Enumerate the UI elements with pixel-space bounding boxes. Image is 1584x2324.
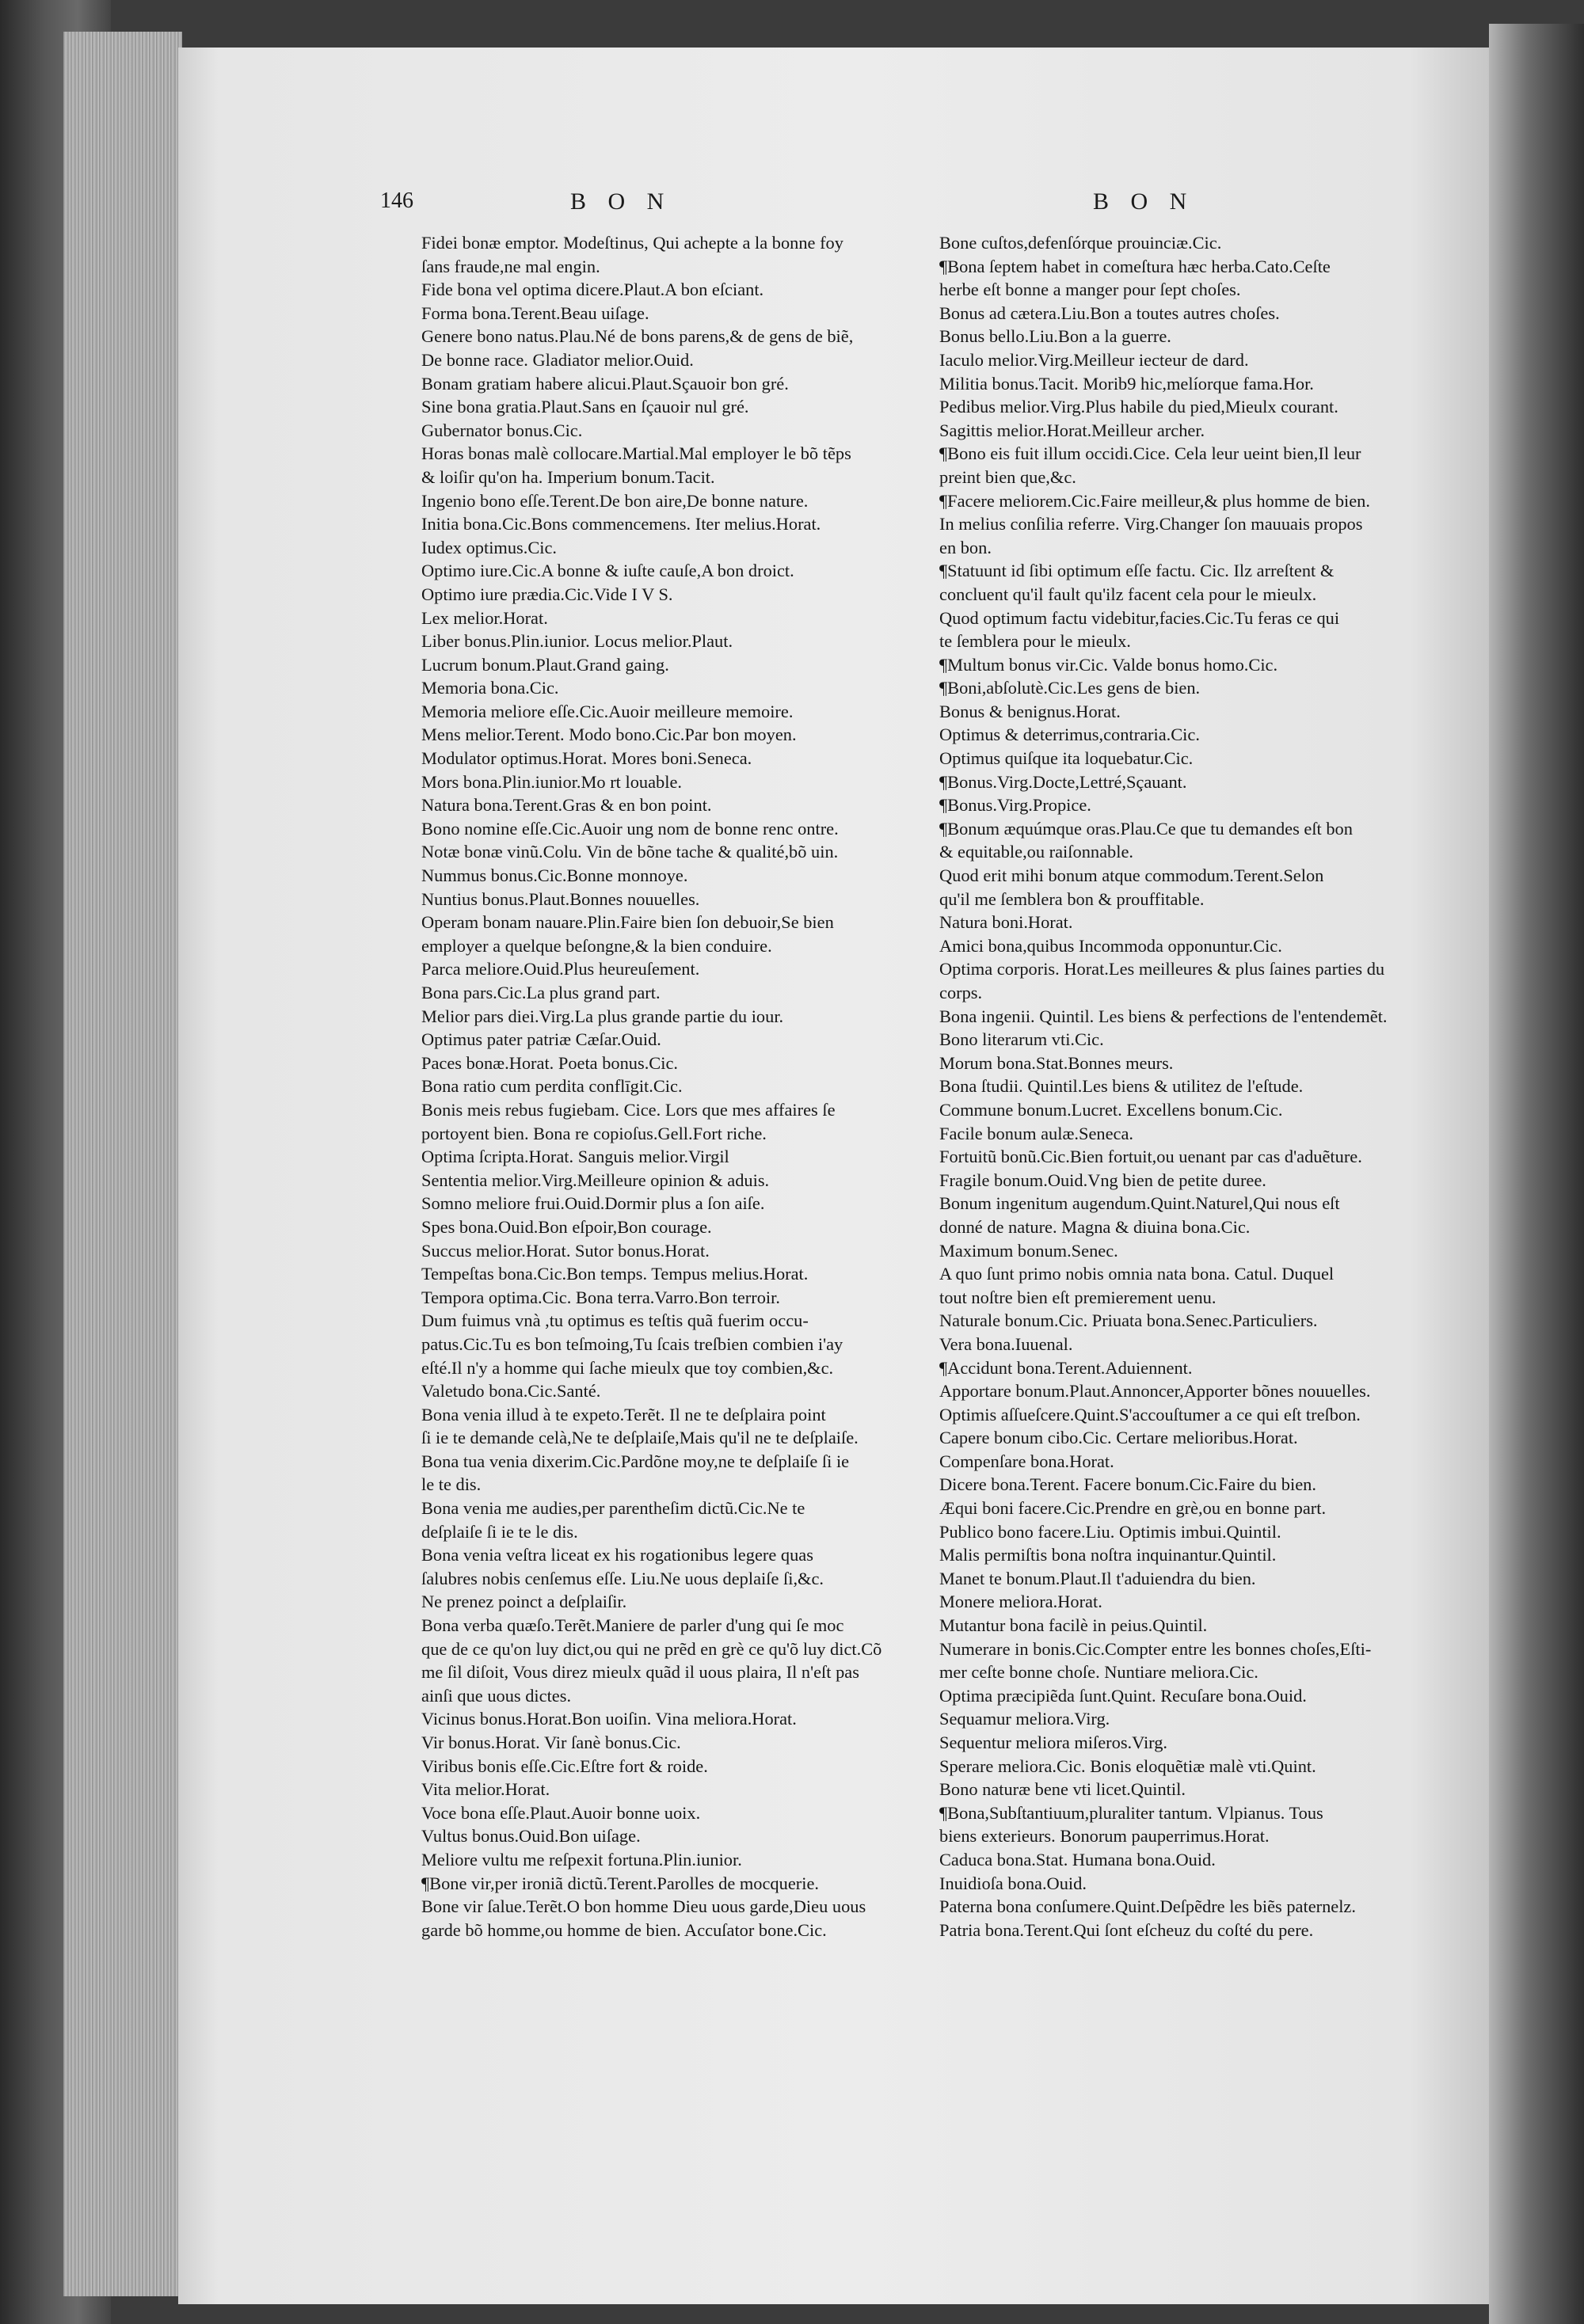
dictionary-line: Optimus & deterrimus,contraria.Cic. [939, 725, 1200, 745]
dictionary-line: Nuntius bonus.Plaut.Bonnes nouuelles. [421, 888, 700, 909]
dictionary-line: Militia bonus.Tacit. Morib9 hic,melíorque fama.Hor. [939, 373, 1314, 394]
dictionary-line: Vita melior.Horat. [421, 1779, 550, 1800]
dictionary-line: De bonne race. Gladiator melior.Ouid. [421, 349, 694, 370]
dictionary-line: Optimo iure.Cic.A bonne & iuſte cauſe,A bon droict. [421, 561, 794, 581]
dictionary-line: Natura boni.Horat. [939, 912, 1073, 933]
dictionary-line: tout noſtre bien eſt premierement uenu. [939, 1287, 1217, 1307]
dictionary-line: Operam bonam nauare.Plin.Faire bien ſon debuoir,Se bien [421, 912, 834, 933]
dictionary-line: Paterna bona conſumere.Quint.Deſpẽdre les biẽs paternelz. [939, 1896, 1356, 1917]
dictionary-line: Sententia melior.Virg.Meilleure opinion & aduis. [421, 1170, 770, 1190]
dictionary-line: Vir bonus.Horat. Vir ſanè bonus.Cic. [421, 1733, 681, 1752]
dictionary-line: Morum bona.Stat.Bonnes meurs. [939, 1052, 1174, 1073]
dictionary-line: In melius conſilia referre. Virg.Changer ſon mauuais propos [939, 514, 1363, 534]
dictionary-line: ſans fraude,ne mal engin. [421, 256, 600, 276]
dictionary-line: Lucrum bonum.Plaut.Grand gaing. [421, 654, 669, 675]
dictionary-line: Tempora optima.Cic. Bona terra.Varro.Bon terroir. [421, 1287, 780, 1307]
right-column [939, 231, 1408, 1942]
dictionary-line: Initia bona.Cic.Bons commencemens. Iter melius.Horat. [421, 514, 821, 534]
dictionary-line: Viribus bonis eſſe.Cic.Eſtre fort & roide. [421, 1755, 708, 1776]
dictionary-line: Sequentur meliora miſeros.Virg. [939, 1733, 1168, 1752]
dictionary-line: donné de nature. Magna & diuina bona.Cic. [939, 1216, 1251, 1237]
dictionary-line: Capere bonum cibo.Cic. Certare melioribus.Horat. [939, 1428, 1298, 1448]
dictionary-line: Æqui boni facere.Cic.Prendre en grè,ou en bonne part. [939, 1498, 1327, 1519]
dictionary-line: Bono nomine eſſe.Cic.Auoir ung nom de bonne renc ontre. [421, 818, 839, 839]
dictionary-line: Dum fuimus vnà ,tu optimus es teſtis quã fuerim occu- [421, 1310, 809, 1331]
dictionary-line: Valetudo bona.Cic.Santé. [421, 1381, 601, 1402]
dictionary-line: herbe eſt bonne a manger pour ſept choſes. [939, 280, 1241, 300]
dictionary-line: Optimo iure prædia.Cic.Vide I V S. [421, 584, 673, 604]
dictionary-line: Paces bonæ.Horat. Poeta bonus.Cic. [421, 1052, 678, 1073]
dictionary-line: Horas bonas malè collocare.Martial.Mal employer le bõ tẽps [421, 443, 851, 464]
dictionary-line: Iaculo melior.Virg.Meilleur iecteur de dard. [939, 349, 1249, 370]
dictionary-line: Mutantur bona facilè in peius.Quintil. [939, 1615, 1208, 1636]
dictionary-line: Natura bona.Terent.Gras & en bon point. [421, 795, 712, 816]
dictionary-line: Sagittis melior.Horat.Meilleur archer. [939, 420, 1205, 440]
dictionary-line: en bon. [939, 537, 992, 557]
dictionary-line: Amici bona,quibus Incommoda opponuntur.Cic. [939, 935, 1282, 956]
dictionary-line: Optimus pater patriæ Cæſar.Ouid. [421, 1029, 661, 1050]
dictionary-line: Bona verba quæſo.Terẽt.Maniere de parler d'ung qui ſe moc [421, 1615, 844, 1636]
dictionary-line: Inuidioſa bona.Ouid. [939, 1873, 1087, 1893]
dictionary-line: ſalubres nobis cenſemus eſſe. Liu.Ne uous deplaiſe ſi,&c. [421, 1568, 824, 1588]
dictionary-line: ¶Bone vir,per ironiã dictũ.Terent.Parolles de mocquerie. [421, 1873, 819, 1893]
dictionary-line: Succus melior.Horat. Sutor bonus.Horat. [421, 1240, 710, 1261]
dictionary-line: Nummus bonus.Cic.Bonne monnoye. [421, 865, 688, 886]
dictionary-line: me ſil diſoit, Vous direz mieulx quãd il uous plaira, Il n'eſt pas [421, 1662, 859, 1683]
dictionary-line: Tempeſtas bona.Cic.Bon temps. Tempus melius.Horat. [421, 1264, 809, 1284]
dictionary-line: mer ceſte bonne choſe. Nuntiare meliora.Cic. [939, 1662, 1258, 1683]
dictionary-line: Fortuitũ bonũ.Cic.Bien fortuit,ou uenant par cas d'aduẽture. [939, 1147, 1362, 1167]
dictionary-line: Ingenio bono eſſe.Terent.De bon aire,De bonne nature. [421, 490, 809, 511]
dictionary-line: Bone cuſtos,defenſórque prouinciæ.Cic. [939, 233, 1222, 253]
dictionary-line: Bona ingenii. Quintil. Les biens & perfections de l'entendemẽt. [939, 1006, 1388, 1026]
dictionary-line: ¶Bono eis fuit illum occidi.Cice. Cela leur ueint bien,Il leur [939, 443, 1361, 464]
dictionary-line: Ne prenez poinct a deſplaiſir. [421, 1592, 627, 1612]
dictionary-line: Notæ bonæ vinũ.Colu. Vin de bõne tache & qualité,bõ uin. [421, 842, 839, 862]
dictionary-line: Sperare meliora.Cic. Bonis eloquẽtiæ malè vti.Quint. [939, 1755, 1316, 1776]
dictionary-line: ſi ie te demande celà,Ne te deſplaiſe,Mais qu'il ne te deſplaiſe. [421, 1428, 859, 1448]
dictionary-line: Bona venia illud à te expeto.Terẽt. Il ne te deſplaira point [421, 1404, 826, 1424]
dictionary-line: Facile bonum aulæ.Seneca. [939, 1123, 1133, 1143]
left-column [421, 231, 897, 1942]
dictionary-line: Bonus ad cætera.Liu.Bon a toutes autres choſes. [939, 302, 1280, 323]
dictionary-line: Sequamur meliora.Virg. [939, 1709, 1110, 1729]
dictionary-line: Bona ſtudii. Quintil.Les biens & utilitez de l'eſtude. [939, 1076, 1304, 1097]
dictionary-line: & loiſir qu'on ha. Imperium bonum.Tacit. [421, 466, 715, 487]
dictionary-line: Optima ſcripta.Horat. Sanguis melior.Virgil [421, 1147, 729, 1167]
dictionary-line: Monere meliora.Horat. [939, 1592, 1102, 1612]
dictionary-line: Bonam gratiam habere alicui.Plaut.Sçauoir bon gré. [421, 373, 789, 394]
dictionary-line: Malis permiſtis bona noſtra inquinantur.Quintil. [939, 1545, 1277, 1565]
dictionary-line: garde bõ homme,ou homme de bien. Accuſator bone.Cic. [421, 1919, 827, 1940]
dictionary-line: Bonus bello.Liu.Bon a la guerre. [939, 326, 1171, 347]
dictionary-line: ¶Bonus.Virg.Propice. [939, 795, 1091, 816]
dictionary-line: ainſi que uous dictes. [421, 1685, 572, 1706]
dictionary-line: Publico bono facere.Liu. Optimis imbui.Quintil. [939, 1521, 1281, 1542]
dictionary-line: ¶Multum bonus vir.Cic. Valde bonus homo.Cic. [939, 654, 1278, 675]
dictionary-line: A quo ſunt primo nobis omnia nata bona. Catul. Duquel [939, 1264, 1335, 1284]
dictionary-line: eſté.Il n'y a homme qui ſache mieulx que toy combien,&c. [421, 1357, 834, 1378]
dictionary-line: Mors bona.Plin.iunior.Mo rt louable. [421, 771, 683, 792]
dictionary-line: Quod optimum factu videbitur,facies.Cic.Tu feras ce qui [939, 607, 1340, 628]
dictionary-line: Bonus & benignus.Horat. [939, 701, 1121, 721]
dictionary-line: Mens melior.Terent. Modo bono.Cic.Par bon moyen. [421, 725, 797, 745]
dictionary-line: ¶Bona,Subſtantiuum,pluraliter tantum. Vlpianus. Tous [939, 1802, 1323, 1823]
dictionary-line: employer a quelque beſongne,& la bien conduire. [421, 935, 772, 956]
dictionary-line: Quod erit mihi bonum atque commodum.Terent.Selon [939, 865, 1324, 886]
dictionary-line: Optimus quiſque ita loquebatur.Cic. [939, 748, 1194, 769]
dictionary-line: Fidei bonæ emptor. Modeſtinus, Qui achepte a la bonne foy [421, 233, 843, 253]
dictionary-line: Memoria meliore eſſe.Cic.Auoir meilleure memoire. [421, 701, 794, 721]
dictionary-line: Gubernator bonus.Cic. [421, 420, 583, 440]
page-stack-edge [63, 32, 182, 2296]
dictionary-line: Bonum ingenitum augendum.Quint.Naturel,Qui nous eſt [939, 1193, 1340, 1214]
dictionary-line: Bone vir ſalue.Terẽt.O bon homme Dieu uous garde,Dieu uous [421, 1896, 866, 1917]
dictionary-line: Bona venia me audies,per parentheſim dictũ.Cic.Ne te [421, 1498, 805, 1519]
dictionary-line: que de ce qu'on luy dict,ou qui ne prẽd en grè ce qu'õ luy dict.Cõ [421, 1638, 882, 1659]
dictionary-line: Caduca bona.Stat. Humana bona.Ouid. [939, 1849, 1216, 1869]
dictionary-line: deſplaiſe ſi ie te le dis. [421, 1521, 578, 1542]
dictionary-line: qu'il me ſemblera bon & prouffitable. [939, 888, 1205, 909]
running-head-right: B O N [1093, 188, 1195, 215]
dictionary-line: Bona tua venia dixerim.Cic.Pardõne moy,ne te deſplaiſe ſi ie [421, 1451, 850, 1471]
dictionary-line: Bona ratio cum perdita conflīgit.Cic. [421, 1076, 683, 1097]
dictionary-line: ¶Bonum æquúmque oras.Plau.Ce que tu demandes eſt bon [939, 818, 1353, 839]
dictionary-line: Naturale bonum.Cic. Priuata bona.Senec.Particuliers. [939, 1310, 1318, 1331]
dictionary-line: Manet te bonum.Plaut.Il t'aduiendra du bien. [939, 1568, 1256, 1588]
dictionary-line: Patria bona.Terent.Qui ſont eſcheuz du coſté du pere. [939, 1919, 1314, 1940]
dictionary-line: Bono literarum vti.Cic. [939, 1029, 1104, 1050]
dictionary-line: Forma bona.Terent.Beau uiſage. [421, 302, 649, 323]
dictionary-line: le te dis. [421, 1474, 482, 1495]
dictionary-line: Apportare bonum.Plaut.Annoncer,Apporter bõnes nouuelles. [939, 1381, 1371, 1402]
dictionary-line: Optimis aſſueſcere.Quint.S'accouſtumer a ce qui eſt treſbon. [939, 1404, 1361, 1424]
dictionary-line: ¶Bona ſeptem habet in comeſtura hæc herba.Cato.Ceſte [939, 256, 1331, 276]
dictionary-line: Genere bono natus.Plau.Né de bons parens,& de gens de biẽ, [421, 326, 854, 347]
dictionary-line: te ſemblera pour le mieulx. [939, 631, 1131, 652]
book-gutter [1489, 24, 1584, 2324]
dictionary-line: Fide bona vel optima dicere.Plaut.A bon eſciant. [421, 280, 764, 300]
dictionary-line: Melior pars diei.Virg.La plus grande partie du iour. [421, 1006, 784, 1026]
running-head-left: B O N [570, 188, 672, 215]
dictionary-line: ¶Statuunt id ſibi optimum eſſe factu. Cic. Ilz arreſtent & [939, 561, 1335, 581]
dictionary-line: Compenſare bona.Horat. [939, 1451, 1114, 1471]
dictionary-line: Lex melior.Horat. [421, 607, 548, 628]
dictionary-line: Meliore vultu me reſpexit fortuna.Plin.iunior. [421, 1849, 742, 1869]
dictionary-line: Fragile bonum.Ouid.Vng bien de petite duree. [939, 1170, 1266, 1190]
dictionary-line: Dicere bona.Terent. Facere bonum.Cic.Faire du bien. [939, 1474, 1316, 1495]
dictionary-line: Iudex optimus.Cic. [421, 537, 558, 557]
dictionary-line: Somno meliore frui.Ouid.Dormir plus a ſon aiſe. [421, 1193, 765, 1214]
dictionary-line: Bono naturæ bene vti licet.Quintil. [939, 1779, 1186, 1800]
dictionary-line: Bonis meis rebus fugiebam. Cice. Lors que mes affaires ſe [421, 1099, 836, 1120]
dictionary-line: Vicinus bonus.Horat.Bon uoiſin. Vina meliora.Horat. [421, 1709, 797, 1729]
dictionary-line: & equitable,ou raiſonnable. [939, 842, 1133, 862]
dictionary-line: concluent qu'il fault qu'ilz facent cela pour le mieulx. [939, 584, 1317, 604]
page-number: 146 [380, 188, 413, 213]
dictionary-line: Modulator optimus.Horat. Mores boni.Seneca. [421, 748, 752, 769]
dictionary-line: Spes bona.Ouid.Bon eſpoir,Bon courage. [421, 1216, 712, 1237]
dictionary-line: Bona venia veſtra liceat ex his rogationibus legere quas [421, 1545, 813, 1565]
dictionary-line: Optima corporis. Horat.Les meilleures & plus ſaines parties du [939, 959, 1385, 979]
dictionary-line: Optima præcipiẽda ſunt.Quint. Recuſare bona.Ouid. [939, 1685, 1307, 1706]
dictionary-line: preint bien que,&c. [939, 466, 1076, 487]
dictionary-line: Numerare in bonis.Cic.Compter entre les bonnes choſes,Eſti- [939, 1638, 1372, 1659]
dictionary-line: Vultus bonus.Ouid.Bon uiſage. [421, 1826, 641, 1847]
dictionary-line: Parca meliore.Ouid.Plus heureuſement. [421, 959, 700, 979]
dictionary-line: portoyent bien. Bona re copioſus.Gell.Fort riche. [421, 1123, 767, 1143]
dictionary-line: Vera bona.Iuuenal. [939, 1333, 1073, 1354]
dictionary-line: ¶Bonus.Virg.Docte,Lettré,Sçauant. [939, 771, 1187, 792]
dictionary-line: Maximum bonum.Senec. [939, 1240, 1118, 1261]
dictionary-line: ¶Accidunt bona.Terent.Aduiennent. [939, 1357, 1193, 1378]
dictionary-line: ¶Facere meliorem.Cic.Faire meilleur,& plus homme de bien. [939, 490, 1370, 511]
dictionary-line: Sine bona gratia.Plaut.Sans en ſçauoir nul gré. [421, 397, 749, 417]
dictionary-line: patus.Cic.Tu es bon teſmoing,Tu ſcais treſbien combien i'ay [421, 1333, 843, 1354]
dictionary-line: Liber bonus.Plin.iunior. Locus melior.Plaut. [421, 631, 733, 652]
dictionary-line: Bona pars.Cic.La plus grand part. [421, 983, 661, 1002]
dictionary-line: Commune bonum.Lucret. Excellens bonum.Cic. [939, 1099, 1283, 1120]
dictionary-line: biens exterieurs. Bonorum pauperrimus.Horat. [939, 1826, 1270, 1847]
dictionary-line: Voce bona eſſe.Plaut.Auoir bonne uoix. [421, 1802, 701, 1823]
dictionary-line: corps. [939, 983, 983, 1002]
dictionary-line: ¶Boni,abſolutè.Cic.Les gens de bien. [939, 678, 1201, 698]
dictionary-line: Memoria bona.Cic. [421, 678, 559, 698]
dictionary-line: Pedibus melior.Virg.Plus habile du pied,Mieulx courant. [939, 397, 1338, 417]
